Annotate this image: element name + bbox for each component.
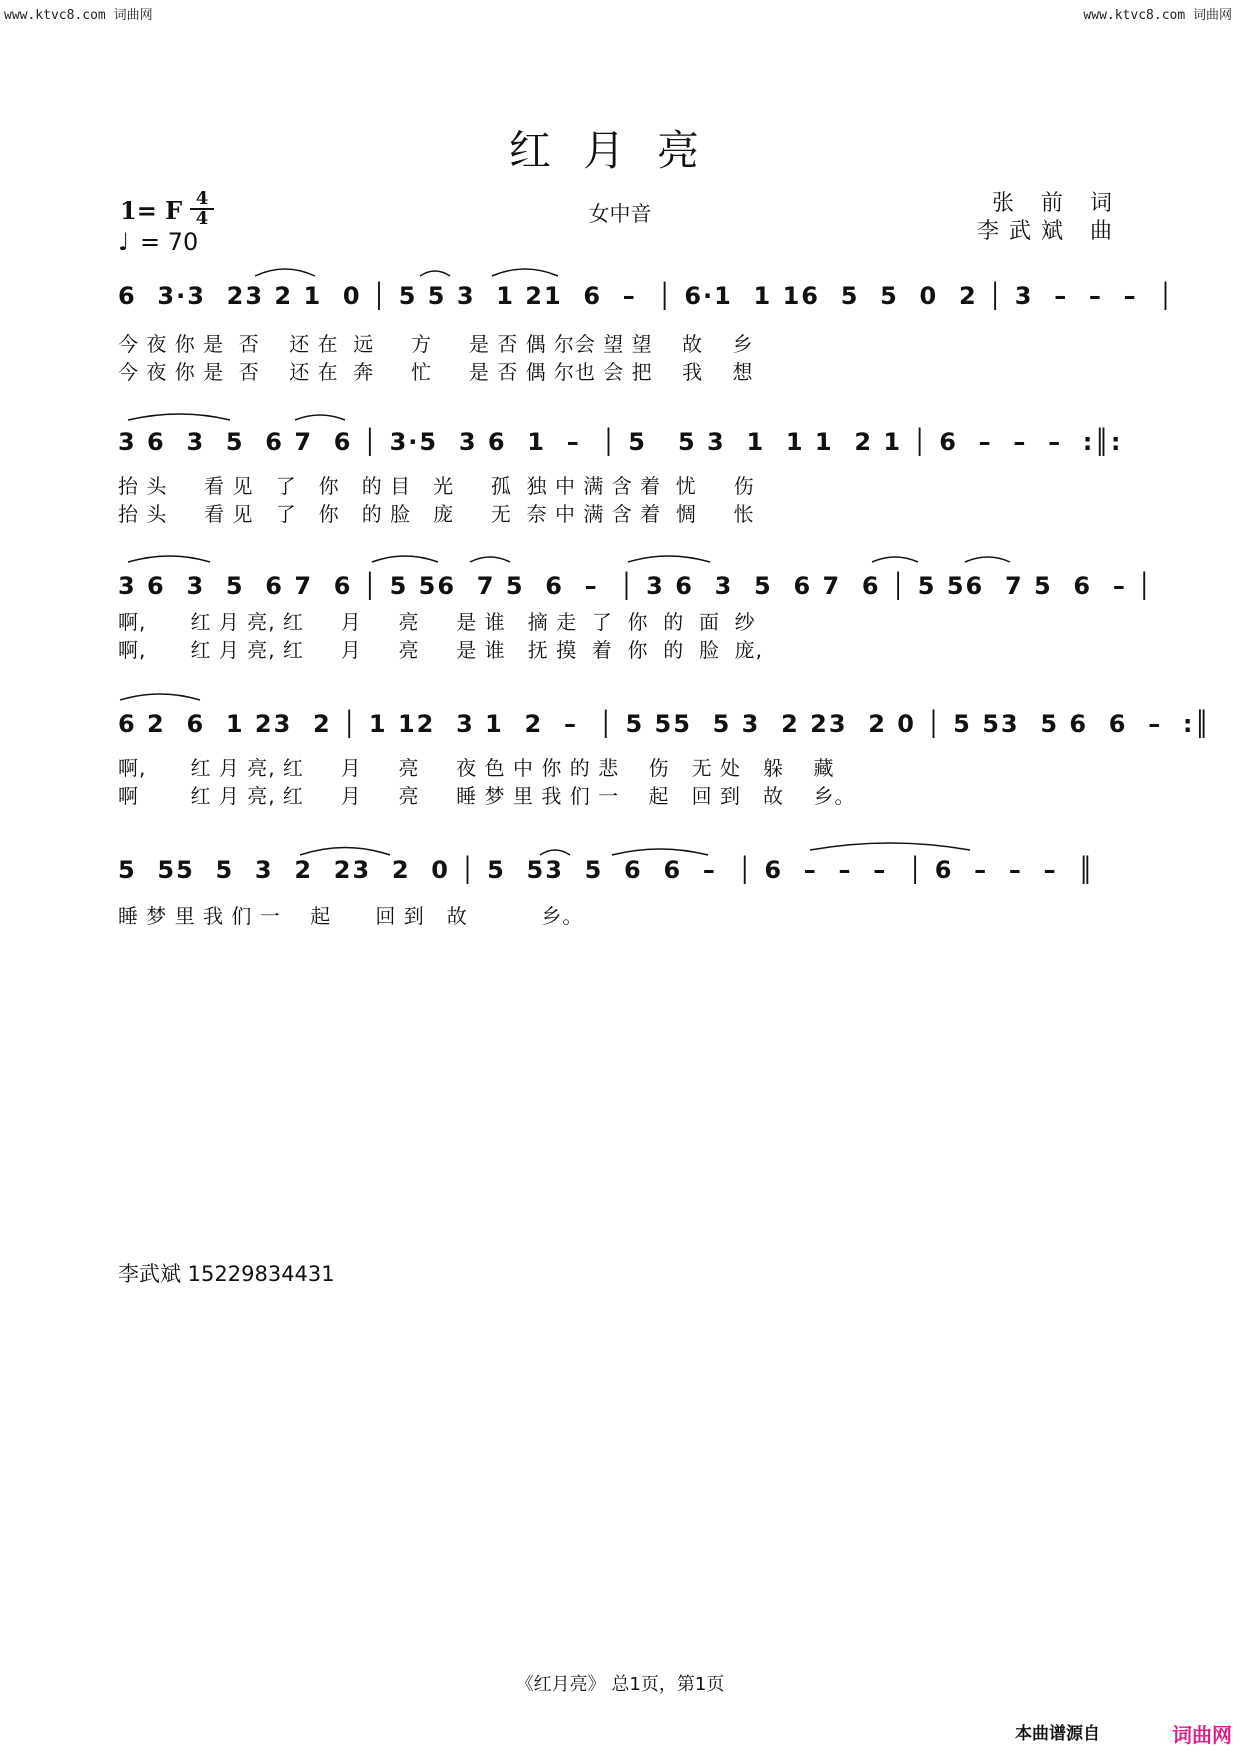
lyric-line-4-verse-1: 啊, 红 月 亮, 红 月 亮 夜 色 中 你 的 悲 伤 无 处 躲 藏 [118, 756, 835, 780]
site-logo: 词曲网 [1172, 1723, 1232, 1747]
tempo-value: = 70 [140, 228, 199, 256]
meter-bottom: 4 [195, 208, 209, 229]
contact-info: 李武斌 15229834431 [118, 1262, 335, 1286]
song-title: 红月亮 [508, 126, 731, 175]
lyric-line-3-verse-2: 啊, 红 月 亮, 红 月 亮 是 谁 抚 摸 着 你 的 脸 庞, [118, 638, 764, 662]
composer-credit: 李武斌 曲 [977, 219, 1122, 244]
header-left-url: www.ktvc8.com 词曲网 [4, 8, 153, 23]
notation-line-2: 3 6 3 5 6 7 6 │ 3·5 3 6 1 – │ 5 5 3 1 1 1 2 1 │ 6 – – – :║: [118, 428, 1123, 456]
page-footer: 《红月亮》 总1页，第1页 [515, 1674, 725, 1695]
lyric-line-2-verse-1: 抬 头 看 见 了 你 的 目 光 孤 独 中 满 含 着 忧 伤 [118, 474, 755, 498]
lyric-line-3-verse-1: 啊, 红 月 亮, 红 月 亮 是 谁 摘 走 了 你 的 面 纱 [118, 610, 756, 634]
lyric-line-4-verse-2: 啊 红 月 亮, 红 月 亮 睡 梦 里 我 们 一 起 回 到 故 乡。 [118, 784, 856, 808]
header-right-url: www.ktvc8.com 词曲网 [1083, 8, 1232, 23]
lyric-line-2-verse-2: 抬 头 看 见 了 你 的 脸 庞 无 奈 中 满 含 着 惆 怅 [118, 502, 755, 526]
quarter-note-icon: ♩ [118, 228, 130, 256]
lyric-line-1-verse-1: 今 夜 你 是 否 还 在 远 方 是 否 偶 尔会 望 望 故 乡 [118, 332, 754, 356]
source-label: 本曲谱源自 [1015, 1724, 1100, 1744]
key-signature: 1= F [120, 196, 183, 225]
notation-line-4: 6 2 6 1 23 2 │ 1 12 3 1 2 – │ 5 55 5 3 2 23 2 0 │ 5 53 5 6 6 – :║ [118, 710, 1211, 738]
tempo-marking [118, 228, 198, 256]
lyricist-credit: 张 前 词 [992, 191, 1122, 216]
lyric-line-1-verse-2: 今 夜 你 是 否 还 在 奔 忙 是 否 偶 尔也 会 把 我 想 [118, 360, 754, 384]
notation-line-1: 6 3·3 23 2 1 0 │ 5 5 3 1 21 6 – │ 6·1 1 16 5 5 0 2 │ 3 – – – │ [118, 282, 1175, 310]
lyric-line-5-verse-1: 睡 梦 里 我 们 一 起 回 到 故 乡。 [118, 904, 584, 928]
notation-line-5: 5 55 5 3 2 23 2 0 │ 5 53 5 6 6 – │ 6 – – – │ 6 – – – ║ [118, 856, 1095, 884]
meter-top: 4 [190, 190, 214, 210]
notation-line-3: 3 6 3 5 6 7 6 │ 5 56 7 5 6 – │ 3 6 3 5 6 7 6 │ 5 56 7 5 6 – │ [118, 572, 1154, 600]
voice-type: 女中音 [588, 202, 652, 226]
